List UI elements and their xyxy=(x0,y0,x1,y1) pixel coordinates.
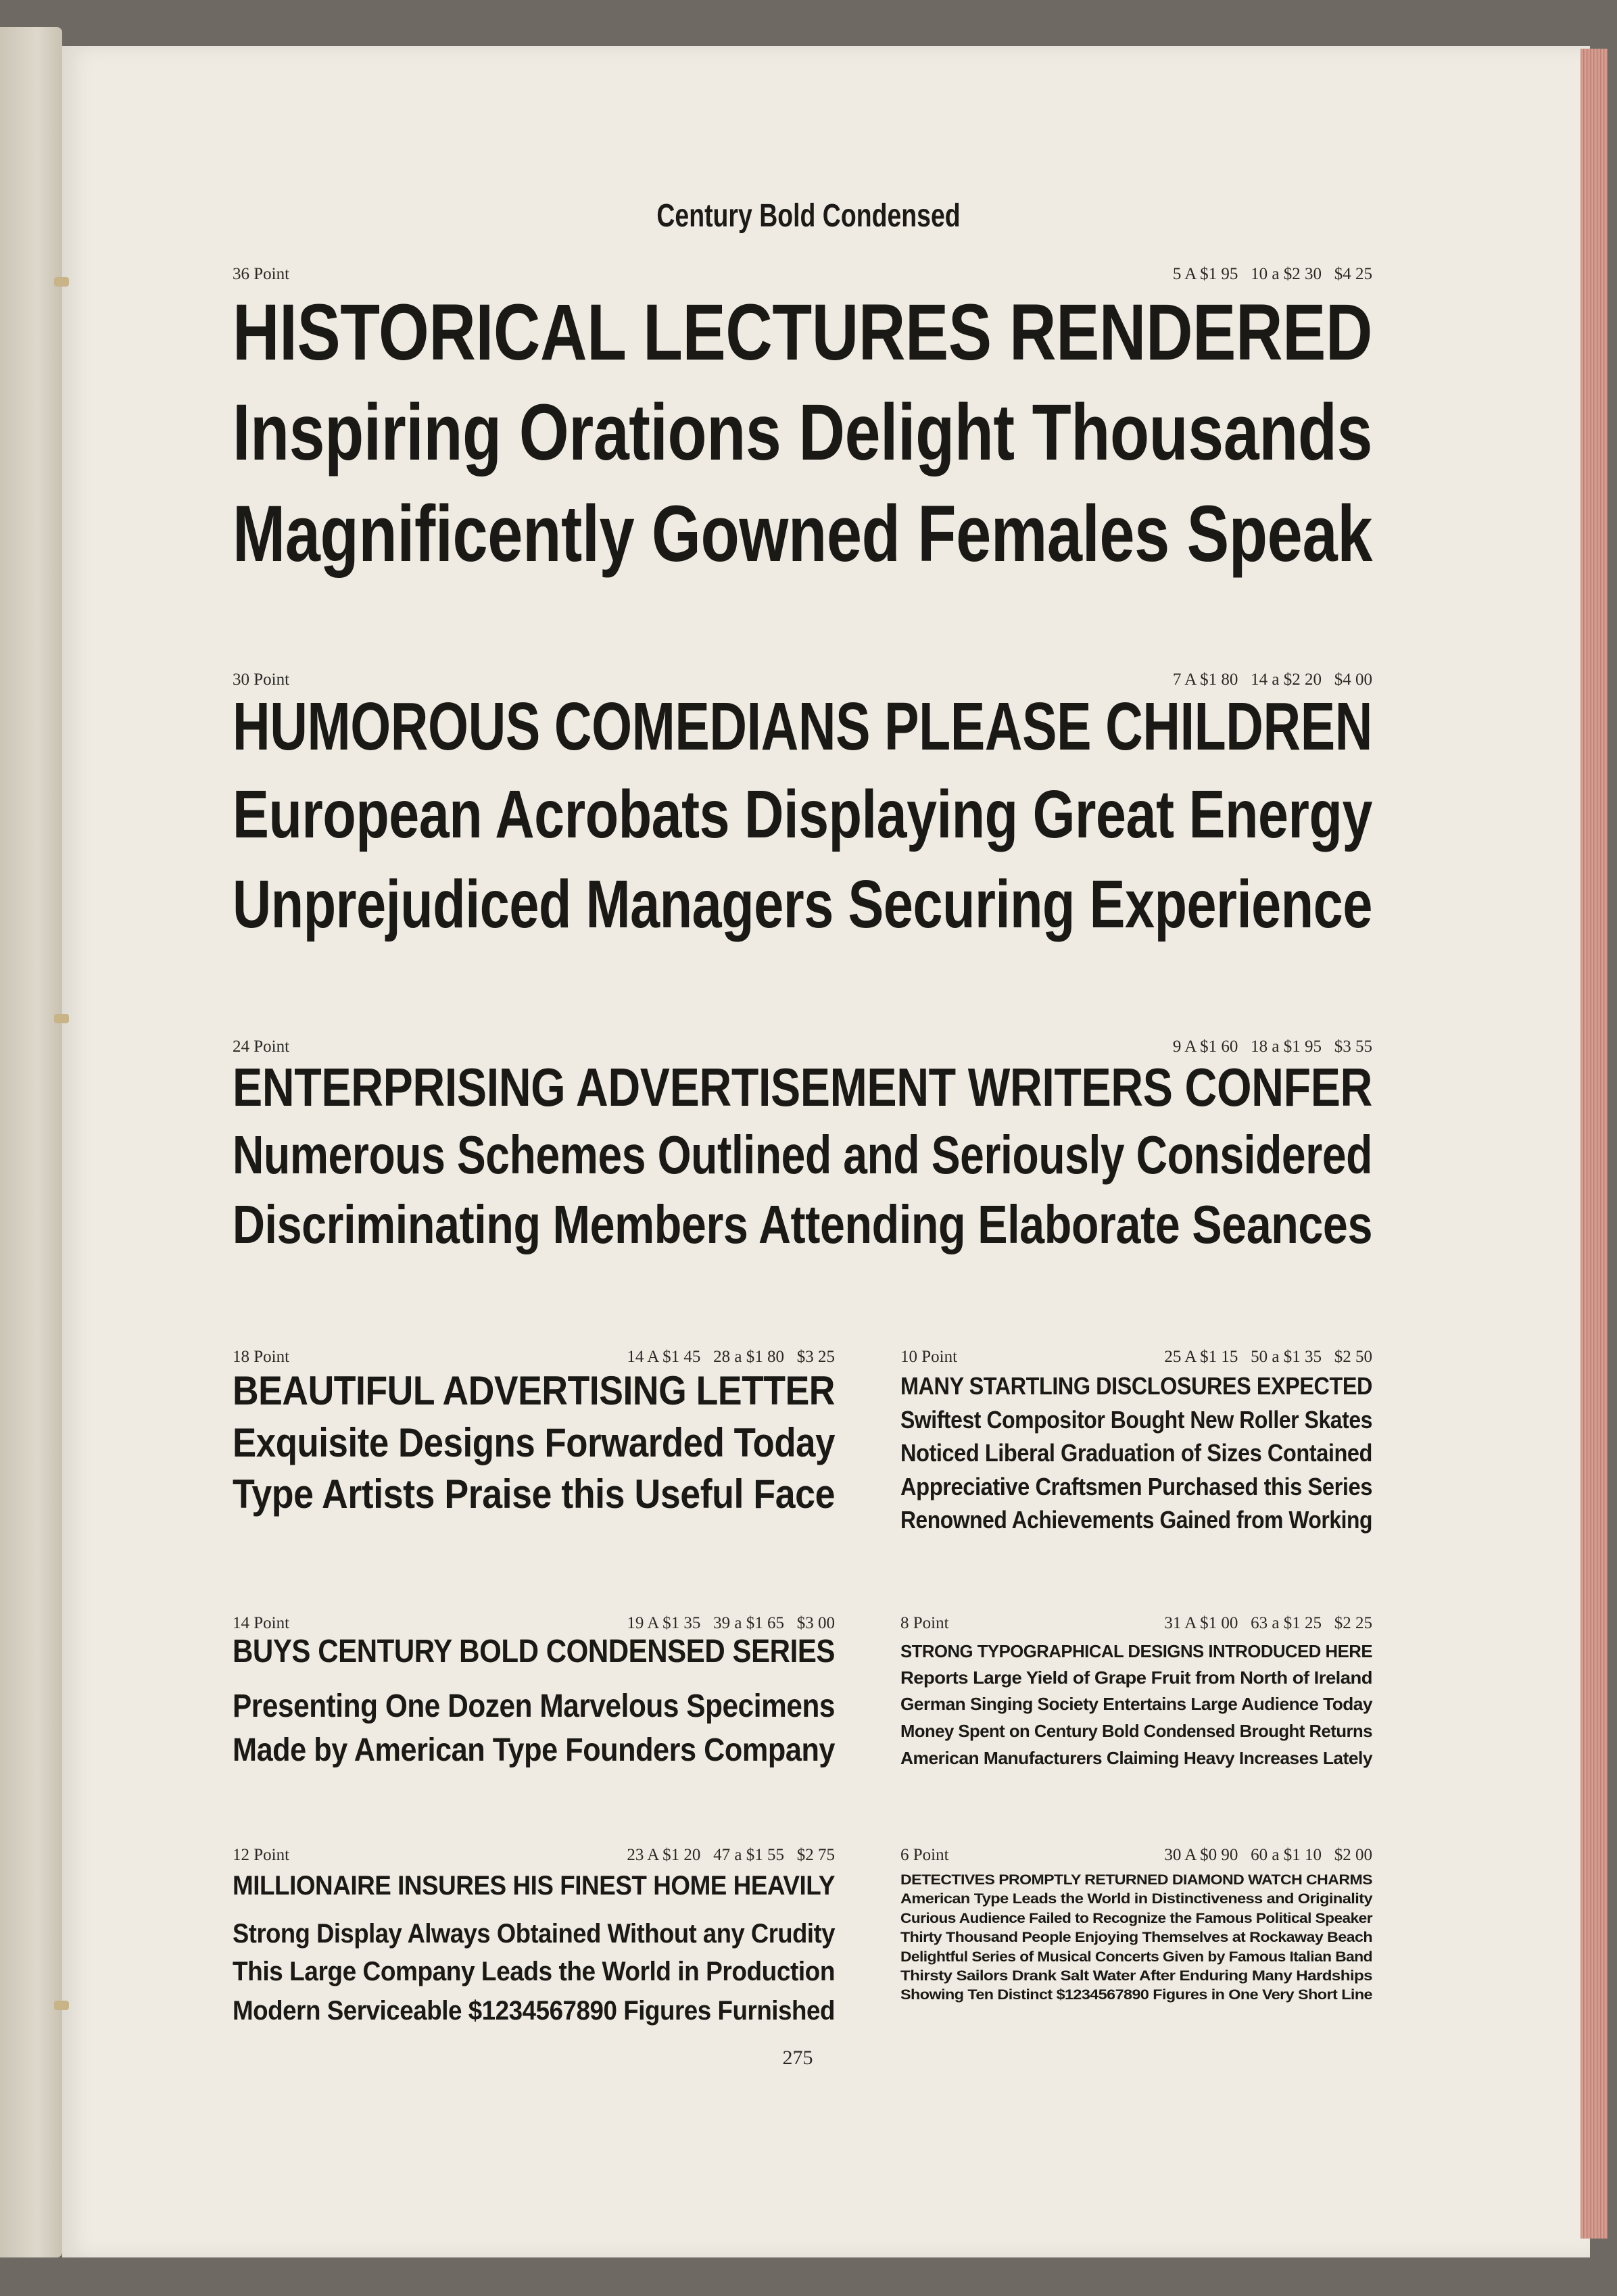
specimen-line: Renowned Achievements Gained from Working xyxy=(900,1506,1372,1534)
specimen-line: Made by American Type Founders Company xyxy=(233,1732,835,1768)
specimen-line: BUYS CENTURY BOLD CONDENSED SERIES xyxy=(233,1634,835,1669)
specimen-line: MANY STARTLING DISCLOSURES EXPECTED xyxy=(900,1372,1372,1400)
specimen-line: Noticed Liberal Graduation of Sizes Contained xyxy=(900,1439,1372,1467)
specimen-line: Discriminating Members Attending Elaborate Seances xyxy=(233,1194,1372,1254)
specimen-line: Showing Ten Distinct $1234567890 Figures in One Very Short Line xyxy=(900,1987,1372,2003)
specimen-line: ENTERPRISING ADVERTISEMENT WRITERS CONFER xyxy=(233,1057,1372,1117)
font-price-list: 9 A $1 60 18 a $1 95 $3 55 xyxy=(1172,1037,1372,1056)
point-size-label: 30 Point xyxy=(233,670,290,689)
point-size-label: 12 Point xyxy=(233,1846,290,1864)
point-size-label: 18 Point xyxy=(233,1348,290,1366)
specimen-line: Appreciative Craftsmen Purchased this Series xyxy=(900,1473,1372,1500)
font-price-list: 31 A $1 00 63 a $1 25 $2 25 xyxy=(1164,1614,1372,1632)
specimen-line: BEAUTIFUL ADVERTISING LETTER xyxy=(233,1368,835,1413)
page-title: Century Bold Condensed xyxy=(656,198,961,234)
specimen-line: Reports Large Yield of Grape Fruit from North of Ireland xyxy=(900,1667,1372,1688)
specimen-line: Unprejudiced Managers Securing Experience xyxy=(233,866,1372,942)
specimen-line: European Acrobats Displaying Great Energy xyxy=(233,777,1372,852)
specimen-line: Money Spent on Century Bold Condensed Brought Returns xyxy=(900,1721,1372,1741)
specimen-line: HUMOROUS COMEDIANS PLEASE CHILDREN xyxy=(233,689,1372,764)
specimen-line: MILLIONAIRE INSURES HIS FINEST HOME HEAVILY xyxy=(233,1871,835,1901)
font-price-list: 30 A $0 90 60 a $1 10 $2 00 xyxy=(1164,1846,1372,1864)
font-price-list: 23 A $1 20 47 a $1 55 $2 75 xyxy=(627,1846,835,1864)
specimen-line: DETECTIVES PROMPTLY RETURNED DIAMOND WATCH CHARMS xyxy=(900,1872,1372,1888)
specimen-line: Thirty Thousand People Enjoying Themselves at Rockaway Beach xyxy=(900,1930,1372,1945)
specimen-line: Magnificently Gowned Females Speak xyxy=(233,489,1372,579)
point-size-label: 8 Point xyxy=(900,1614,949,1632)
specimen-line: This Large Company Leads the World in Production xyxy=(233,1957,835,1986)
font-price-list: 14 A $1 45 28 a $1 80 $3 25 xyxy=(627,1348,835,1366)
point-size-label: 36 Point xyxy=(233,265,290,283)
specimen-line: Inspiring Orations Delight Thousands xyxy=(233,388,1372,477)
specimen-line: Thirsty Sailors Drank Salt Water After Enduring Many Hardships xyxy=(900,1968,1372,1984)
specimen-line: STRONG TYPOGRAPHICAL DESIGNS INTRODUCED HERE xyxy=(900,1641,1372,1661)
specimen-line: Presenting One Dozen Marvelous Specimens xyxy=(233,1688,835,1724)
font-price-list: 5 A $1 95 10 a $2 30 $4 25 xyxy=(1172,265,1372,283)
specimen-line: HISTORICAL LECTURES RENDERED xyxy=(233,288,1372,377)
specimen-line: Strong Display Always Obtained Without any Crudity xyxy=(233,1919,835,1949)
point-size-label: 6 Point xyxy=(900,1846,949,1864)
point-size-label: 24 Point xyxy=(233,1037,290,1056)
specimen-line: Exquisite Designs Forwarded Today xyxy=(233,1420,835,1465)
page-number: 275 xyxy=(782,2047,813,2069)
specimen-line: Modern Serviceable $1234567890 Figures Furnished xyxy=(233,1996,835,2026)
specimen-line: German Singing Society Entertains Large Audience Today xyxy=(900,1694,1372,1714)
specimen-line: Swiftest Compositor Bought New Roller Skates xyxy=(900,1406,1372,1434)
specimen-line: American Manufacturers Claiming Heavy Increases Lately xyxy=(900,1748,1372,1768)
specimen-line: Delightful Series of Musical Concerts Given by Famous Italian Band xyxy=(900,1949,1372,1965)
font-price-list: 25 A $1 15 50 a $1 35 $2 50 xyxy=(1164,1348,1372,1366)
specimen-line: Type Artists Praise this Useful Face xyxy=(233,1471,835,1517)
specimen-line: Numerous Schemes Outlined and Seriously Considered xyxy=(233,1125,1372,1185)
font-price-list: 7 A $1 80 14 a $2 20 $4 00 xyxy=(1172,670,1372,689)
font-price-list: 19 A $1 35 39 a $1 65 $3 00 xyxy=(627,1614,835,1632)
point-size-label: 14 Point xyxy=(233,1614,290,1632)
specimen-line: American Type Leads the World in Distinctiveness and Originality xyxy=(900,1891,1372,1907)
point-size-label: 10 Point xyxy=(900,1348,958,1366)
specimen-line: Curious Audience Failed to Recognize the Famous Political Speaker xyxy=(900,1911,1372,1926)
